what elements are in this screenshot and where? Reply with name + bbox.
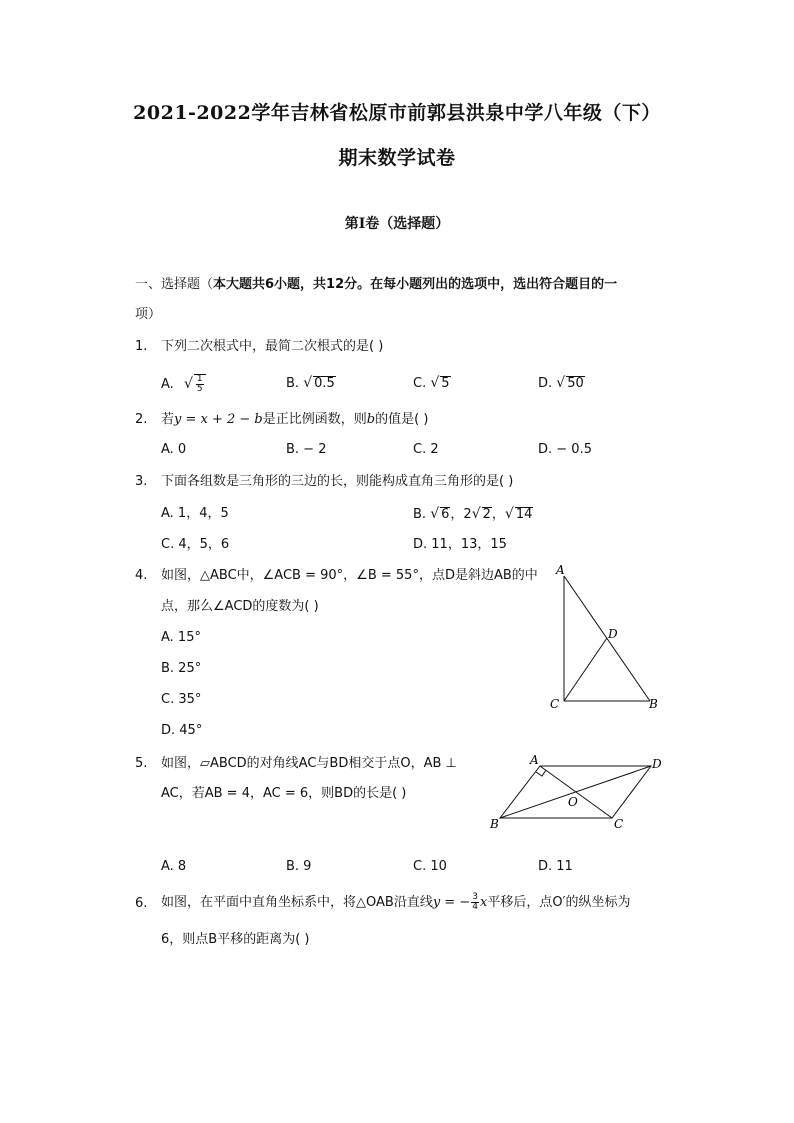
- q1-option-c[interactable]: C. √ 5: [413, 375, 450, 391]
- q5-stem-line1: 如图，▱ABCD的对角线AC与BD相交于点O，AB ⊥: [161, 756, 457, 771]
- q4-option-a[interactable]: A. 15°: [161, 630, 201, 645]
- q5-number: 5.: [135, 756, 148, 771]
- section-heading: [135, 276, 617, 294]
- q4-triangle-figure: [540, 560, 670, 716]
- q5-parallelogram-figure: [480, 748, 680, 834]
- q6-stem-line1: 如图，在平面中直角坐标系中，将△OAB沿直线y = − $\frac{3}{4}$ x平移后，点O′的纵坐标为: [161, 892, 631, 912]
- q3-option-d[interactable]: D. 11，13，15: [413, 537, 507, 552]
- q4-option-c[interactable]: C. 35°: [161, 692, 202, 707]
- q4-option-b[interactable]: B. 25°: [161, 661, 202, 676]
- q6-stem-line2: 6，则点B平移的距离为( ): [161, 932, 310, 947]
- q5-label-a: A: [530, 753, 539, 767]
- q4-label-a: A: [556, 563, 565, 577]
- q5-label-c: C: [614, 817, 624, 831]
- q4-option-d[interactable]: D. 45°: [161, 723, 203, 738]
- q6-number: 6.: [135, 896, 148, 911]
- q5-diagonal-bd: [500, 766, 651, 818]
- q1-option-b[interactable]: B. √ 0.5: [286, 375, 335, 391]
- exam-title-line2: 期末数学试卷: [338, 147, 456, 169]
- q4-label-c: C: [550, 697, 560, 711]
- q3-option-c[interactable]: C. 4，5，6: [161, 537, 230, 552]
- q4-label-b: B: [649, 697, 658, 711]
- q4-stem-line2: 点，那么∠ACD的度数为( ): [161, 599, 319, 614]
- q2-option-c[interactable]: C. 2: [413, 442, 439, 457]
- q4-segment-cd: [564, 638, 607, 701]
- q1-stem: 下列二次根式中，最简二次根式的是( ): [161, 339, 384, 354]
- section-instructions: 本大题共6小题，共12分。在每小题列出的选项中，选出符合题目的一: [213, 277, 618, 292]
- section-heading-tail: 项）: [135, 307, 162, 322]
- q3-option-a[interactable]: A. 1，4，5: [161, 506, 229, 521]
- q2-option-d[interactable]: D. − 0.5: [538, 442, 592, 457]
- exam-title-line1: 2021-2022学年吉林省松原市前郭县洪泉中学八年级（下）: [133, 102, 661, 124]
- q1-option-a[interactable]: A. √ $\frac{1}{5}$: [161, 374, 206, 394]
- q2-stem: 若y = x + 2 − b是正比例函数，则b的值是( ): [161, 412, 429, 427]
- q2-option-a[interactable]: A. 0: [161, 442, 187, 457]
- q5-option-b[interactable]: B. 9: [286, 859, 312, 874]
- q5-label-b: B: [490, 817, 499, 831]
- q2-option-b[interactable]: B. − 2: [286, 442, 327, 457]
- q4-label-d: D: [608, 627, 618, 641]
- q3-stem: 下面各组数是三角形的三边的长，则能构成直角三角形的是( ): [161, 474, 514, 489]
- q5-option-c[interactable]: C. 10: [413, 859, 447, 874]
- q4-stem-line1: 如图，△ABC中，∠ACB = 90°，∠B = 55°，点D是斜边AB的中: [161, 568, 538, 583]
- q5-label-d: D: [652, 757, 662, 771]
- section-label: 一、选择题（: [135, 277, 214, 292]
- q5-label-o: O: [568, 795, 578, 809]
- q1-number: 1.: [135, 339, 148, 354]
- q5-option-a[interactable]: A. 8: [161, 859, 187, 874]
- q2-number: 2.: [135, 412, 148, 427]
- volume-heading: 第I卷（选择题）: [344, 216, 450, 232]
- q5-stem-line2: AC，若AB = 4，AC = 6，则BD的长是( ): [161, 786, 407, 801]
- q5-right-angle-mark: [536, 770, 546, 776]
- q4-number: 4.: [135, 568, 148, 583]
- q1-option-d[interactable]: D. √ 50: [538, 375, 584, 391]
- q3-option-b[interactable]: B. √ 6，2√ 2，√ 14: [413, 506, 533, 522]
- q3-number: 3.: [135, 474, 148, 489]
- q5-option-d[interactable]: D. 11: [538, 859, 573, 874]
